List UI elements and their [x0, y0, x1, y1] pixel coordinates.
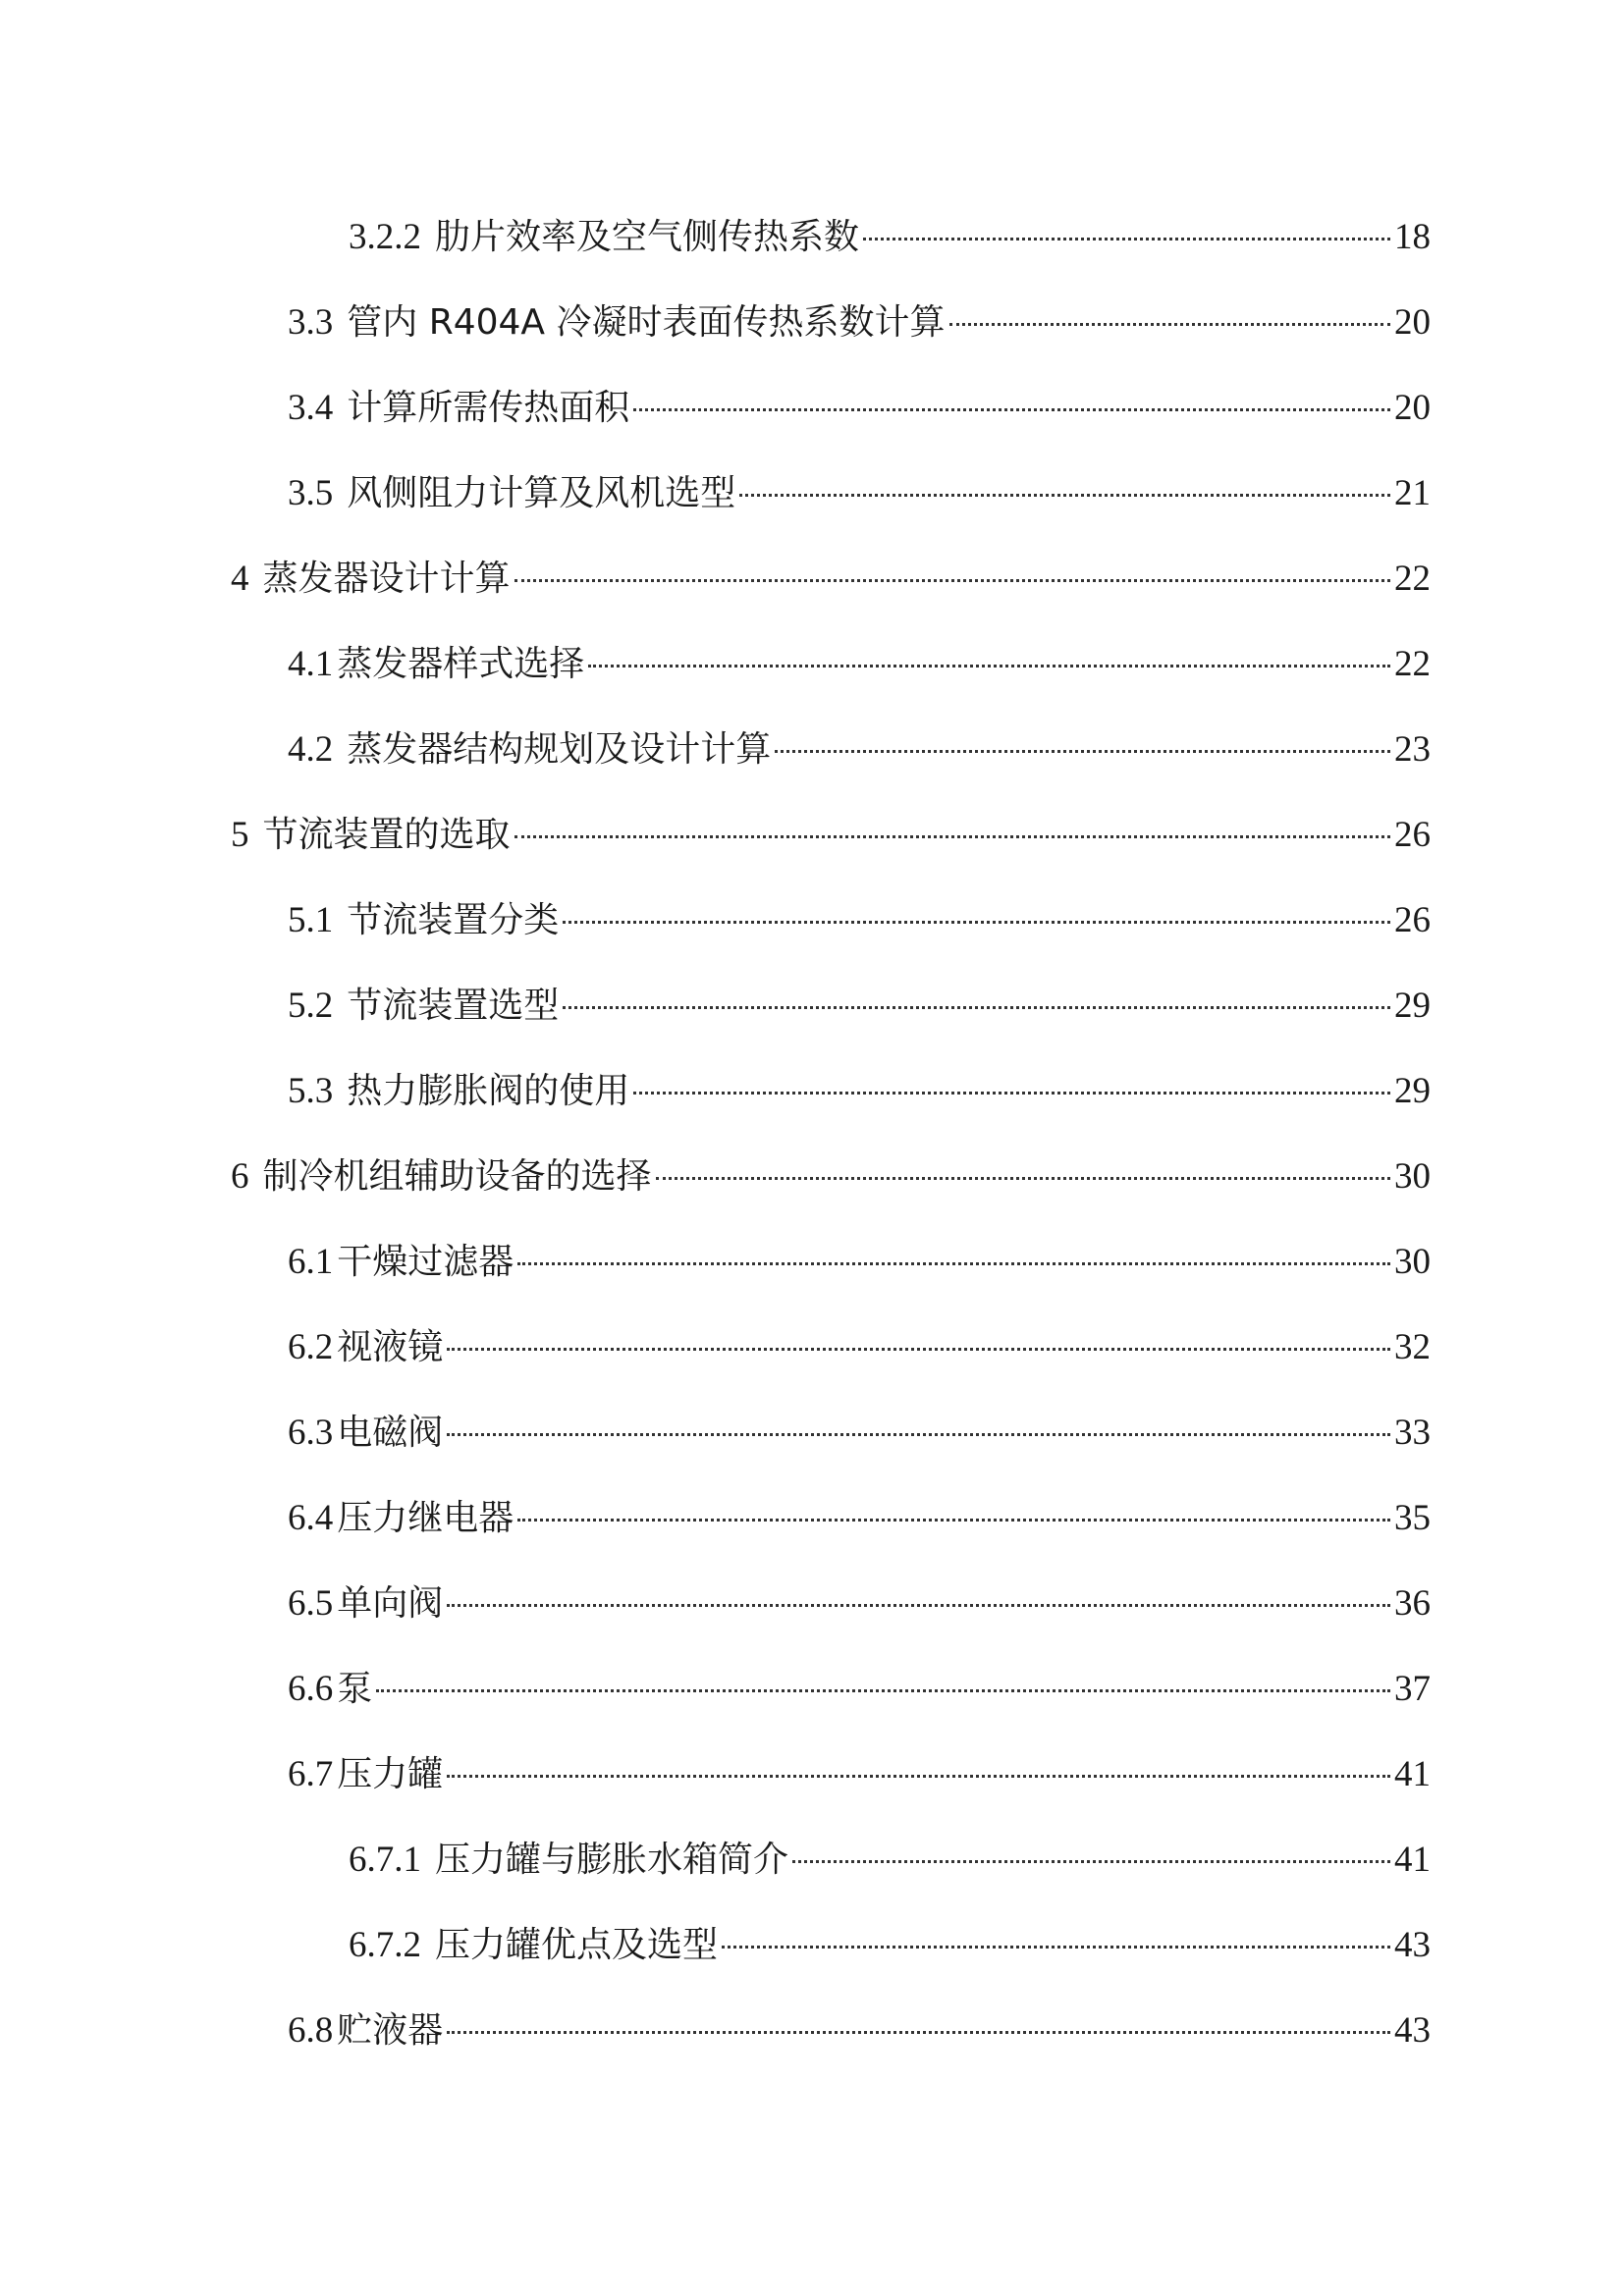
dot-leader: [633, 408, 1390, 411]
dot-leader: [792, 1860, 1390, 1863]
dot-leader: [517, 1262, 1390, 1265]
toc-entry-page: 21: [1394, 473, 1431, 513]
toc-entry-title: 压力继电器: [337, 1498, 514, 1538]
toc-entry-page: 29: [1394, 1071, 1431, 1111]
dot-leader: [376, 1689, 1390, 1692]
toc-entry-title: 泵: [337, 1669, 373, 1709]
toc-entry-page: 37: [1394, 1669, 1431, 1709]
toc-entry-title: 节流装置选型: [347, 986, 560, 1026]
toc-entry-page: 43: [1394, 2010, 1431, 2051]
toc-entry-title: 计算所需传热面积: [347, 388, 630, 428]
toc-entry-page: 35: [1394, 1498, 1431, 1538]
toc-entry-page: 18: [1394, 217, 1431, 257]
toc-entry-page: 30: [1394, 1242, 1431, 1282]
toc-entry-6-7[interactable]: [288, 1751, 1431, 1798]
toc-entry-title: 制冷机组辅助设备的选择: [262, 1156, 652, 1197]
toc-entry-5[interactable]: [231, 812, 1431, 859]
toc-entry-6-1[interactable]: [288, 1239, 1431, 1286]
toc-entry-title: 压力罐优点及选型: [435, 1925, 719, 1965]
toc-entry-page: 22: [1394, 644, 1431, 684]
toc-entry-4[interactable]: [231, 556, 1431, 603]
toc-entry-page: 41: [1394, 1754, 1431, 1794]
toc-entry-number: 6.6: [288, 1669, 334, 1709]
dot-leader: [563, 921, 1390, 924]
toc-entry-number: 6.4: [288, 1498, 334, 1538]
toc-entry-number: 6.3: [288, 1413, 334, 1453]
toc-entry-page: 22: [1394, 559, 1431, 599]
toc-entry-title: 管内 R404A 冷凝时表面传热系数计算: [347, 302, 946, 343]
toc-entry-number: 5.2: [288, 986, 334, 1026]
toc-entry-title: 蒸发器结构规划及设计计算: [347, 729, 772, 770]
toc-entry-number: 3.4: [288, 388, 334, 428]
toc-entry-3-2-2[interactable]: [349, 214, 1431, 261]
toc-entry-page: 41: [1394, 1840, 1431, 1880]
dot-leader: [514, 579, 1390, 582]
toc-entry-6-5[interactable]: [288, 1580, 1431, 1628]
toc-entry-title: 热力膨胀阀的使用: [347, 1071, 630, 1111]
toc-entry-page: 20: [1394, 388, 1431, 428]
dot-leader: [517, 1519, 1390, 1522]
dot-leader: [447, 1604, 1390, 1607]
toc-entry-number: 6.7.1: [349, 1840, 421, 1880]
toc-entry-number: 6.5: [288, 1583, 334, 1624]
toc-entry-title: 蒸发器设计计算: [262, 559, 511, 599]
toc-entry-4-2[interactable]: [288, 726, 1431, 774]
toc-entry-number: 3.3: [288, 302, 334, 343]
toc-entry-number: 6: [231, 1156, 249, 1197]
toc-entry-page: 36: [1394, 1583, 1431, 1624]
toc-entry-5-3[interactable]: [288, 1068, 1431, 1115]
toc-entry-number: 5.1: [288, 900, 334, 940]
dot-leader: [447, 2031, 1390, 2034]
toc-entry-page: 26: [1394, 815, 1431, 855]
dot-leader: [775, 750, 1390, 753]
toc-entry-title: 节流装置分类: [347, 900, 560, 940]
dot-leader: [588, 665, 1390, 667]
toc-entry-5-2[interactable]: [288, 983, 1431, 1030]
toc-entry-page: 26: [1394, 900, 1431, 940]
toc-entry-page: 20: [1394, 302, 1431, 343]
toc-entry-title: 电磁阀: [337, 1413, 444, 1453]
toc-entry-title: 干燥过滤器: [337, 1242, 514, 1282]
toc-entry-6-4[interactable]: [288, 1495, 1431, 1542]
toc-entry-title: 节流装置的选取: [262, 815, 511, 855]
toc-entry-3-5[interactable]: [288, 470, 1431, 517]
toc-entry-page: 23: [1394, 729, 1431, 770]
toc-entry-number: 6.8: [288, 2010, 334, 2051]
toc-entry-6-2[interactable]: [288, 1324, 1431, 1371]
toc-entry-number: 4.1: [288, 644, 334, 684]
toc-entry-number: 3.2.2: [349, 217, 421, 257]
dot-leader: [949, 323, 1391, 326]
toc-entry-page: 32: [1394, 1327, 1431, 1367]
dot-leader: [633, 1092, 1390, 1095]
toc-entry-6[interactable]: [231, 1153, 1431, 1201]
toc-entry-number: 3.5: [288, 473, 334, 513]
dot-leader: [447, 1775, 1390, 1778]
toc-entry-number: 6.7: [288, 1754, 334, 1794]
toc-entry-6-7-1[interactable]: [349, 1837, 1431, 1884]
dot-leader: [722, 1946, 1390, 1949]
toc-entry-3-3[interactable]: [288, 299, 1431, 347]
toc-entry-4-1[interactable]: [288, 641, 1431, 688]
toc-entry-6-3[interactable]: [288, 1410, 1431, 1457]
toc-entry-title: 贮液器: [337, 2010, 444, 2051]
toc-entry-3-4[interactable]: [288, 385, 1431, 432]
toc-entry-number: 6.2: [288, 1327, 334, 1367]
toc-entry-page: 33: [1394, 1413, 1431, 1453]
toc-entry-page: 30: [1394, 1156, 1431, 1197]
dot-leader: [514, 835, 1390, 838]
dot-leader: [447, 1348, 1390, 1351]
toc-entry-title: 压力罐与膨胀水箱简介: [435, 1840, 789, 1880]
toc-entry-title: 蒸发器样式选择: [337, 644, 585, 684]
dot-leader: [656, 1177, 1390, 1180]
dot-leader: [863, 238, 1390, 240]
toc-entry-6-6[interactable]: [288, 1666, 1431, 1713]
toc-entry-title: 风侧阻力计算及风机选型: [347, 473, 736, 513]
toc-entry-number: 4.2: [288, 729, 334, 770]
toc-entry-6-8[interactable]: [288, 2007, 1431, 2055]
toc-entry-number: 6.7.2: [349, 1925, 421, 1965]
dot-leader: [563, 1006, 1390, 1009]
toc-entry-6-7-2[interactable]: [349, 1922, 1431, 1969]
toc-entry-number: 6.1: [288, 1242, 334, 1282]
dot-leader: [447, 1433, 1390, 1436]
toc-entry-page: 43: [1394, 1925, 1431, 1965]
dot-leader: [739, 494, 1390, 497]
toc-entry-5-1[interactable]: [288, 897, 1431, 944]
toc-entry-title: 单向阀: [337, 1583, 444, 1624]
toc-entry-title: 视液镜: [337, 1327, 444, 1367]
toc-entry-page: 29: [1394, 986, 1431, 1026]
toc-entry-number: 5.3: [288, 1071, 334, 1111]
toc-entry-title: 压力罐: [337, 1754, 444, 1794]
toc-entry-title: 肋片效率及空气侧传热系数: [435, 217, 860, 257]
toc-entry-number: 4: [231, 559, 249, 599]
toc-entry-number: 5: [231, 815, 249, 855]
